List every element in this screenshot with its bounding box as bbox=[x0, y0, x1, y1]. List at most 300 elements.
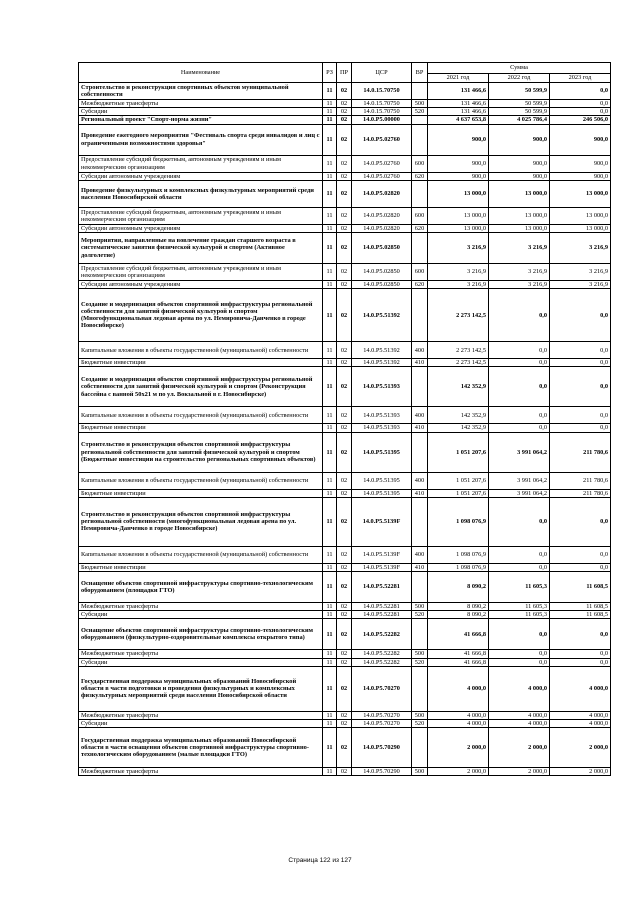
row-value-2022: 4 025 786,4 bbox=[489, 116, 550, 124]
row-rz: 11 bbox=[323, 619, 337, 650]
row-value-2023: 0,0 bbox=[550, 367, 611, 407]
row-name: Предоставление субсидий бюджетным, автономным учреждениям и иным некоммерческим организациям bbox=[79, 207, 323, 224]
row-pr: 02 bbox=[337, 289, 352, 342]
table-row bbox=[79, 489, 611, 497]
header-year-2021: 2021 год bbox=[428, 74, 489, 83]
row-value-2021: 1 051 207,6 bbox=[428, 489, 489, 497]
row-pr: 02 bbox=[337, 155, 352, 172]
row-value-2021: 142 352,9 bbox=[428, 424, 489, 432]
row-csr: 14.0.P5.70290 bbox=[352, 728, 412, 768]
row-value-2021: 131 466,6 bbox=[428, 100, 489, 108]
row-value-2021: 41 666,8 bbox=[428, 619, 489, 650]
row-value-2023: 13 000,0 bbox=[550, 207, 611, 224]
row-value-2021: 142 352,9 bbox=[428, 407, 489, 424]
row-value-2022: 2 000,0 bbox=[489, 768, 550, 776]
row-csr: 14.0.P5.02820 bbox=[352, 224, 412, 232]
row-pr: 02 bbox=[337, 342, 352, 359]
row-csr: 14.0.P5.70270 bbox=[352, 720, 412, 728]
row-value-2023: 211 780,6 bbox=[550, 432, 611, 472]
row-value-2023: 900,0 bbox=[550, 172, 611, 180]
row-name: Оснащение объектов спортивной инфраструктуры спортивно-технологическим оборудованием (физкультурно-оздоровительные комплексы открытого типа) bbox=[79, 619, 323, 650]
table-row bbox=[79, 711, 611, 719]
row-csr: 14.0.P5.70290 bbox=[352, 768, 412, 776]
table-row bbox=[79, 180, 611, 207]
table-row bbox=[79, 108, 611, 116]
row-value-2022: 3 216,9 bbox=[489, 264, 550, 281]
row-value-2022: 0,0 bbox=[489, 658, 550, 666]
row-pr: 02 bbox=[337, 432, 352, 472]
row-csr: 14.0.P5.02850 bbox=[352, 281, 412, 289]
row-pr: 02 bbox=[337, 100, 352, 108]
row-csr: 14.0.15.70750 bbox=[352, 108, 412, 116]
row-value-2023: 0,0 bbox=[550, 342, 611, 359]
table-row bbox=[79, 768, 611, 776]
row-value-2021: 41 666,8 bbox=[428, 658, 489, 666]
row-value-2023: 3 216,9 bbox=[550, 264, 611, 281]
row-name: Межбюджетные трансферты bbox=[79, 768, 323, 776]
table-row bbox=[79, 472, 611, 489]
row-rz: 11 bbox=[323, 768, 337, 776]
row-value-2021: 3 216,9 bbox=[428, 281, 489, 289]
row-csr: 14.0.P5.52282 bbox=[352, 658, 412, 666]
row-value-2023: 13 000,0 bbox=[550, 180, 611, 207]
header-year-2022: 2022 год bbox=[489, 74, 550, 83]
row-vr bbox=[412, 666, 428, 711]
row-csr: 14.0.P5.02820 bbox=[352, 207, 412, 224]
row-value-2022: 0,0 bbox=[489, 342, 550, 359]
row-value-2022: 4 000,0 bbox=[489, 711, 550, 719]
row-rz: 11 bbox=[323, 359, 337, 367]
row-name: Строительство и реконструкция спортивных объектов муниципальной собственности bbox=[79, 83, 323, 100]
row-name: Проведение ежегодного мероприятия "Фестиваль спорта среди инвалидов и лиц с ограниченными возможностями здоровья" bbox=[79, 124, 323, 155]
row-value-2021: 8 090,2 bbox=[428, 603, 489, 611]
row-pr: 02 bbox=[337, 658, 352, 666]
table-row bbox=[79, 100, 611, 108]
row-name: Бюджетные инвестиции bbox=[79, 359, 323, 367]
row-value-2022: 13 000,0 bbox=[489, 207, 550, 224]
row-rz: 11 bbox=[323, 432, 337, 472]
row-rz: 11 bbox=[323, 424, 337, 432]
row-rz: 11 bbox=[323, 489, 337, 497]
row-value-2022: 3 991 064,2 bbox=[489, 432, 550, 472]
row-value-2022: 0,0 bbox=[489, 289, 550, 342]
row-vr bbox=[412, 497, 428, 546]
row-value-2021: 1 098 076,9 bbox=[428, 546, 489, 563]
row-value-2022: 11 605,3 bbox=[489, 603, 550, 611]
row-rz: 11 bbox=[323, 650, 337, 658]
table-row bbox=[79, 546, 611, 563]
row-value-2023: 0,0 bbox=[550, 563, 611, 571]
row-vr bbox=[412, 289, 428, 342]
row-value-2023: 0,0 bbox=[550, 658, 611, 666]
row-name: Капитальные вложения в объекты государственной (муниципальной) собственности bbox=[79, 472, 323, 489]
row-value-2022: 3 991 064,2 bbox=[489, 489, 550, 497]
row-pr: 02 bbox=[337, 367, 352, 407]
row-rz: 11 bbox=[323, 711, 337, 719]
table-row bbox=[79, 155, 611, 172]
row-vr bbox=[412, 619, 428, 650]
table-row bbox=[79, 497, 611, 546]
row-pr: 02 bbox=[337, 83, 352, 100]
row-pr: 02 bbox=[337, 472, 352, 489]
row-csr: 14.0.P5.52282 bbox=[352, 619, 412, 650]
row-name: Предоставление субсидий бюджетным, автономным учреждениям и иным некоммерческим организациям bbox=[79, 264, 323, 281]
row-pr: 02 bbox=[337, 207, 352, 224]
row-csr: 14.0.P5.51392 bbox=[352, 342, 412, 359]
row-rz: 11 bbox=[323, 563, 337, 571]
table-row bbox=[79, 172, 611, 180]
row-value-2021: 13 000,0 bbox=[428, 207, 489, 224]
row-value-2022: 900,0 bbox=[489, 172, 550, 180]
table-row bbox=[79, 432, 611, 472]
header-vr: ВР bbox=[412, 63, 428, 83]
table-row bbox=[79, 116, 611, 124]
row-rz: 11 bbox=[323, 407, 337, 424]
table-row bbox=[79, 359, 611, 367]
row-pr: 02 bbox=[337, 650, 352, 658]
table-row bbox=[79, 407, 611, 424]
row-value-2021: 2 273 142,5 bbox=[428, 289, 489, 342]
budget-table bbox=[78, 62, 611, 776]
row-pr: 02 bbox=[337, 572, 352, 603]
row-vr bbox=[412, 180, 428, 207]
table-row bbox=[79, 720, 611, 728]
row-value-2023: 246 506,0 bbox=[550, 116, 611, 124]
row-value-2021: 13 000,0 bbox=[428, 224, 489, 232]
row-vr: 520 bbox=[412, 611, 428, 619]
table-row bbox=[79, 207, 611, 224]
row-name: Проведение физкультурных и комплексных физкультурных мероприятий среди населения Новосибирской области bbox=[79, 180, 323, 207]
row-pr: 02 bbox=[337, 224, 352, 232]
row-value-2021: 8 090,2 bbox=[428, 611, 489, 619]
row-value-2021: 2 000,0 bbox=[428, 768, 489, 776]
header-csr: ЦСР bbox=[352, 63, 412, 83]
row-rz: 11 bbox=[323, 666, 337, 711]
row-rz: 11 bbox=[323, 116, 337, 124]
row-rz: 11 bbox=[323, 264, 337, 281]
table-row bbox=[79, 289, 611, 342]
row-value-2021: 1 051 207,6 bbox=[428, 472, 489, 489]
row-value-2023: 2 000,0 bbox=[550, 728, 611, 768]
row-vr bbox=[412, 83, 428, 100]
row-pr: 02 bbox=[337, 711, 352, 719]
header-pr: ПР bbox=[337, 63, 352, 83]
row-value-2021: 2 273 142,5 bbox=[428, 359, 489, 367]
row-value-2023: 0,0 bbox=[550, 83, 611, 100]
row-value-2022: 3 216,9 bbox=[489, 281, 550, 289]
table-row bbox=[79, 572, 611, 603]
row-pr: 02 bbox=[337, 489, 352, 497]
row-vr: 500 bbox=[412, 603, 428, 611]
row-rz: 11 bbox=[323, 611, 337, 619]
row-value-2022: 50 599,9 bbox=[489, 100, 550, 108]
row-csr: 14.0.P5.52282 bbox=[352, 650, 412, 658]
row-value-2022: 0,0 bbox=[489, 546, 550, 563]
table-row bbox=[79, 666, 611, 711]
row-vr bbox=[412, 728, 428, 768]
table-row bbox=[79, 650, 611, 658]
row-vr: 500 bbox=[412, 768, 428, 776]
row-pr: 02 bbox=[337, 407, 352, 424]
row-name: Субсидии автономным учреждениям bbox=[79, 224, 323, 232]
row-vr: 400 bbox=[412, 546, 428, 563]
row-csr: 14.0.P5.70270 bbox=[352, 666, 412, 711]
table-row bbox=[79, 264, 611, 281]
row-name: Субсидии bbox=[79, 658, 323, 666]
table-row bbox=[79, 424, 611, 432]
table-row bbox=[79, 342, 611, 359]
row-value-2021: 4 000,0 bbox=[428, 720, 489, 728]
row-csr: 14.0.15.70750 bbox=[352, 100, 412, 108]
row-rz: 11 bbox=[323, 342, 337, 359]
row-rz: 11 bbox=[323, 281, 337, 289]
table-row bbox=[79, 611, 611, 619]
row-rz: 11 bbox=[323, 658, 337, 666]
row-vr: 500 bbox=[412, 100, 428, 108]
row-rz: 11 bbox=[323, 108, 337, 116]
row-pr: 02 bbox=[337, 124, 352, 155]
row-name: Межбюджетные трансферты bbox=[79, 100, 323, 108]
row-name: Капитальные вложения в объекты государственной (муниципальной) собственности bbox=[79, 407, 323, 424]
row-value-2023: 4 000,0 bbox=[550, 666, 611, 711]
row-rz: 11 bbox=[323, 546, 337, 563]
row-pr: 02 bbox=[337, 108, 352, 116]
row-value-2023: 0,0 bbox=[550, 100, 611, 108]
row-value-2021: 3 216,9 bbox=[428, 264, 489, 281]
header-sums: Сумма bbox=[428, 63, 611, 74]
row-vr: 520 bbox=[412, 658, 428, 666]
row-value-2021: 142 352,9 bbox=[428, 367, 489, 407]
row-value-2023: 0,0 bbox=[550, 108, 611, 116]
budget-table-container bbox=[78, 62, 610, 776]
row-value-2022: 11 605,3 bbox=[489, 572, 550, 603]
row-value-2022: 13 000,0 bbox=[489, 224, 550, 232]
row-value-2023: 0,0 bbox=[550, 407, 611, 424]
row-name: Межбюджетные трансферты bbox=[79, 650, 323, 658]
row-vr bbox=[412, 233, 428, 264]
row-value-2021: 1 051 207,6 bbox=[428, 432, 489, 472]
table-row bbox=[79, 83, 611, 100]
row-value-2022: 4 000,0 bbox=[489, 720, 550, 728]
row-pr: 02 bbox=[337, 546, 352, 563]
row-pr: 02 bbox=[337, 281, 352, 289]
row-vr: 600 bbox=[412, 207, 428, 224]
table-row bbox=[79, 603, 611, 611]
row-pr: 02 bbox=[337, 180, 352, 207]
row-pr: 02 bbox=[337, 611, 352, 619]
row-value-2021: 900,0 bbox=[428, 124, 489, 155]
row-value-2022: 3 216,9 bbox=[489, 233, 550, 264]
table-row bbox=[79, 224, 611, 232]
table-body bbox=[79, 83, 611, 776]
row-value-2021: 2 273 142,5 bbox=[428, 342, 489, 359]
row-name: Субсидии bbox=[79, 611, 323, 619]
row-pr: 02 bbox=[337, 619, 352, 650]
row-value-2022: 0,0 bbox=[489, 497, 550, 546]
row-vr bbox=[412, 116, 428, 124]
row-value-2023: 0,0 bbox=[550, 497, 611, 546]
row-name: Субсидии автономным учреждениям bbox=[79, 281, 323, 289]
row-vr: 600 bbox=[412, 264, 428, 281]
row-vr: 410 bbox=[412, 359, 428, 367]
row-name: Строительство и реконструкция объектов спортивной инфраструктуры региональной собственности (многофункциональная ледовая арена по ул. Немировича-Данченко в городе Новосибирске) bbox=[79, 497, 323, 546]
row-rz: 11 bbox=[323, 720, 337, 728]
row-rz: 11 bbox=[323, 497, 337, 546]
row-name: Межбюджетные трансферты bbox=[79, 603, 323, 611]
row-pr: 02 bbox=[337, 720, 352, 728]
row-vr bbox=[412, 124, 428, 155]
row-name: Создание и модернизация объектов спортивной инфраструктуры региональной собственности для занятий физической культурой и спортом (Многофункциональная ледовая арена по ул. Немировича-Данченко в городе Новосибирске) bbox=[79, 289, 323, 342]
row-value-2022: 0,0 bbox=[489, 619, 550, 650]
row-name: Капитальные вложения в объекты государственной (муниципальной) собственности bbox=[79, 546, 323, 563]
row-value-2023: 211 780,6 bbox=[550, 489, 611, 497]
row-vr: 410 bbox=[412, 563, 428, 571]
row-vr: 400 bbox=[412, 342, 428, 359]
row-pr: 02 bbox=[337, 233, 352, 264]
row-value-2021: 900,0 bbox=[428, 155, 489, 172]
row-name: Субсидии bbox=[79, 108, 323, 116]
row-value-2021: 1 098 076,9 bbox=[428, 497, 489, 546]
row-csr: 14.0.P5.5139F bbox=[352, 563, 412, 571]
row-pr: 02 bbox=[337, 497, 352, 546]
row-csr: 14.0.P5.02760 bbox=[352, 155, 412, 172]
row-pr: 02 bbox=[337, 768, 352, 776]
row-value-2023: 11 608,5 bbox=[550, 572, 611, 603]
row-value-2021: 8 090,2 bbox=[428, 572, 489, 603]
row-value-2022: 2 000,0 bbox=[489, 728, 550, 768]
row-csr: 14.0.P5.02850 bbox=[352, 264, 412, 281]
row-value-2022: 0,0 bbox=[489, 359, 550, 367]
row-name: Строительство и реконструкция объектов спортивной инфраструктуры региональной собственности для занятий физической культурой и спортом (Бюджетные инвестиции на строительство региональных спортивных объектов) bbox=[79, 432, 323, 472]
row-rz: 11 bbox=[323, 100, 337, 108]
row-vr: 620 bbox=[412, 281, 428, 289]
row-value-2021: 4 000,0 bbox=[428, 711, 489, 719]
row-name: Бюджетные инвестиции bbox=[79, 489, 323, 497]
row-value-2023: 0,0 bbox=[550, 546, 611, 563]
row-value-2022: 0,0 bbox=[489, 367, 550, 407]
row-pr: 02 bbox=[337, 359, 352, 367]
table-row bbox=[79, 728, 611, 768]
row-value-2022: 50 599,9 bbox=[489, 108, 550, 116]
row-pr: 02 bbox=[337, 666, 352, 711]
row-value-2023: 3 216,9 bbox=[550, 281, 611, 289]
row-value-2023: 0,0 bbox=[550, 289, 611, 342]
row-value-2021: 2 000,0 bbox=[428, 728, 489, 768]
row-value-2021: 131 466,6 bbox=[428, 108, 489, 116]
row-name: Бюджетные инвестиции bbox=[79, 563, 323, 571]
row-vr: 400 bbox=[412, 472, 428, 489]
row-vr: 400 bbox=[412, 407, 428, 424]
row-csr: 14.0.P5.02850 bbox=[352, 233, 412, 264]
row-vr bbox=[412, 572, 428, 603]
row-value-2022: 13 000,0 bbox=[489, 180, 550, 207]
table-row bbox=[79, 124, 611, 155]
row-value-2023: 13 000,0 bbox=[550, 224, 611, 232]
row-vr: 500 bbox=[412, 711, 428, 719]
row-vr: 620 bbox=[412, 172, 428, 180]
row-value-2021: 1 098 076,9 bbox=[428, 563, 489, 571]
row-rz: 11 bbox=[323, 207, 337, 224]
table-row bbox=[79, 367, 611, 407]
row-name: Региональный проект "Спорт-норма жизни" bbox=[79, 116, 323, 124]
row-csr: 14.0.P5.5139F bbox=[352, 546, 412, 563]
row-value-2022: 3 991 064,2 bbox=[489, 472, 550, 489]
row-vr: 410 bbox=[412, 489, 428, 497]
row-csr: 14.0.P5.51393 bbox=[352, 367, 412, 407]
row-csr: 14.0.P5.51393 bbox=[352, 407, 412, 424]
row-pr: 02 bbox=[337, 116, 352, 124]
row-name: Капитальные вложения в объекты государственной (муниципальной) собственности bbox=[79, 342, 323, 359]
table-row bbox=[79, 619, 611, 650]
row-value-2021: 3 216,9 bbox=[428, 233, 489, 264]
row-value-2022: 11 605,3 bbox=[489, 611, 550, 619]
row-csr: 14.0.P5.5139F bbox=[352, 497, 412, 546]
row-rz: 11 bbox=[323, 172, 337, 180]
row-rz: 11 bbox=[323, 83, 337, 100]
row-value-2023: 0,0 bbox=[550, 424, 611, 432]
row-vr: 600 bbox=[412, 155, 428, 172]
row-value-2023: 3 216,9 bbox=[550, 233, 611, 264]
row-name: Создание и модернизация объектов спортивной инфраструктуры региональной собственности для занятий физической культурой и спортом (Реконструкция бассейна с ванной 50х21 м по ул. Вокзальной в г. Новосибирске) bbox=[79, 367, 323, 407]
row-csr: 14.0.P5.51393 bbox=[352, 424, 412, 432]
row-rz: 11 bbox=[323, 472, 337, 489]
row-value-2021: 41 666,8 bbox=[428, 650, 489, 658]
table-row bbox=[79, 281, 611, 289]
row-pr: 02 bbox=[337, 728, 352, 768]
row-value-2023: 900,0 bbox=[550, 155, 611, 172]
row-value-2023: 0,0 bbox=[550, 359, 611, 367]
row-value-2022: 900,0 bbox=[489, 155, 550, 172]
row-value-2023: 0,0 bbox=[550, 650, 611, 658]
row-value-2022: 0,0 bbox=[489, 650, 550, 658]
row-name: Бюджетные инвестиции bbox=[79, 424, 323, 432]
row-vr: 520 bbox=[412, 108, 428, 116]
row-value-2022: 50 599,9 bbox=[489, 83, 550, 100]
row-vr: 520 bbox=[412, 720, 428, 728]
row-value-2023: 900,0 bbox=[550, 124, 611, 155]
row-value-2023: 4 000,0 bbox=[550, 711, 611, 719]
row-value-2023: 11 608,5 bbox=[550, 603, 611, 611]
row-rz: 11 bbox=[323, 572, 337, 603]
row-csr: 14.0.P5.52281 bbox=[352, 603, 412, 611]
row-value-2021: 4 637 653,8 bbox=[428, 116, 489, 124]
row-vr: 410 bbox=[412, 424, 428, 432]
row-value-2023: 211 780,6 bbox=[550, 472, 611, 489]
row-value-2023: 2 000,0 bbox=[550, 768, 611, 776]
row-csr: 14.0.P5.02760 bbox=[352, 124, 412, 155]
header-year-2023: 2023 год bbox=[550, 74, 611, 83]
row-rz: 11 bbox=[323, 603, 337, 611]
header-rz: РЗ bbox=[323, 63, 337, 83]
row-csr: 14.0.P5.51395 bbox=[352, 489, 412, 497]
row-pr: 02 bbox=[337, 264, 352, 281]
row-value-2022: 0,0 bbox=[489, 563, 550, 571]
row-vr: 500 bbox=[412, 650, 428, 658]
row-csr: 14.0.P5.00000 bbox=[352, 116, 412, 124]
row-csr: 14.0.P5.70270 bbox=[352, 711, 412, 719]
row-pr: 02 bbox=[337, 603, 352, 611]
row-pr: 02 bbox=[337, 172, 352, 180]
row-rz: 11 bbox=[323, 289, 337, 342]
row-vr: 620 bbox=[412, 224, 428, 232]
row-rz: 11 bbox=[323, 233, 337, 264]
row-value-2022: 0,0 bbox=[489, 407, 550, 424]
row-rz: 11 bbox=[323, 224, 337, 232]
row-value-2022: 0,0 bbox=[489, 424, 550, 432]
header-name: Наименование bbox=[79, 63, 323, 83]
row-name: Межбюджетные трансферты bbox=[79, 711, 323, 719]
row-csr: 14.0.P5.51392 bbox=[352, 289, 412, 342]
